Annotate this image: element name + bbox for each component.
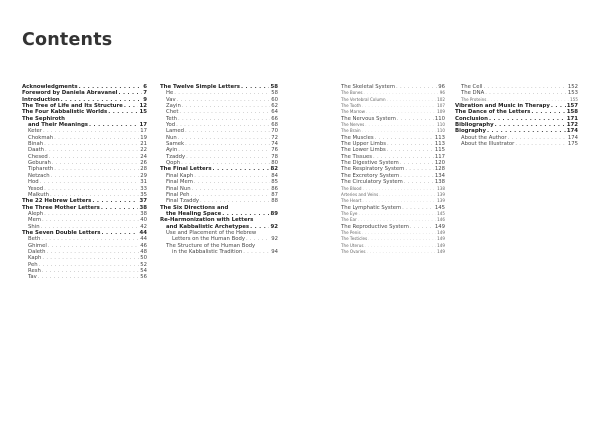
toc-entry-page: 134 bbox=[434, 172, 445, 179]
toc-entry-title: Aleph bbox=[28, 210, 44, 217]
toc-entry-page: 149 bbox=[437, 248, 445, 254]
toc-leader-dots bbox=[38, 274, 140, 280]
toc-entry-page: 149 bbox=[437, 236, 445, 242]
toc-entry-page: 146 bbox=[437, 217, 445, 223]
toc-entry-page: 138 bbox=[437, 185, 445, 191]
toc-entry-title: Daleth bbox=[28, 248, 46, 255]
page-title: Contents bbox=[22, 30, 113, 50]
toc-entry-title: He bbox=[166, 90, 174, 97]
toc-entry-title: Lamed bbox=[166, 128, 184, 135]
toc-entry-page: 35 bbox=[140, 191, 147, 198]
toc-entry-page: 175 bbox=[567, 141, 578, 148]
toc-entry-page: 149 bbox=[437, 242, 445, 248]
toc-entry-page: 66 bbox=[271, 115, 278, 122]
toc-entry-page: 64 bbox=[271, 109, 278, 116]
toc-entry-title: Nun bbox=[166, 134, 177, 141]
toc-entry-title: Shin bbox=[28, 223, 40, 230]
toc-entry-title: Yesod bbox=[28, 185, 44, 192]
toc-entry-title: The Testicles bbox=[341, 236, 368, 242]
toc-entry-page: 17 bbox=[140, 128, 147, 135]
toc-entry-page: 38 bbox=[139, 204, 147, 211]
toc-entry-page: 139 bbox=[437, 191, 445, 197]
toc-entry-title: Samek bbox=[166, 141, 185, 148]
toc-entry-page: 70 bbox=[271, 128, 278, 135]
toc-entry-title: The Tree of Life and Its Structure bbox=[22, 103, 123, 110]
toc-entry-title: The Penis bbox=[341, 229, 361, 235]
toc-entry-title: Vav bbox=[166, 96, 176, 103]
toc-entry-page: 21 bbox=[140, 141, 147, 148]
toc-entry-title: The Uterus bbox=[341, 242, 364, 248]
toc-entry-title: The Ear bbox=[341, 217, 357, 223]
toc-leader-dots bbox=[108, 109, 138, 115]
toc-leader-dots bbox=[367, 249, 437, 255]
toc-entry-title: The Brain bbox=[341, 128, 361, 134]
toc-entry bbox=[455, 141, 578, 147]
toc-entry-page: 19 bbox=[140, 134, 147, 141]
toc-entry-page: 80 bbox=[271, 160, 278, 167]
toc-entry-title: Malkuth bbox=[28, 191, 49, 198]
toc-entry-title: The Marrow bbox=[341, 109, 366, 115]
toc-entry-page: 149 bbox=[434, 223, 445, 230]
toc-entry-page: 110 bbox=[434, 115, 445, 122]
toc-entry-page: 92 bbox=[271, 236, 278, 243]
toc-entry-title: The Upper Limbs bbox=[341, 141, 386, 148]
toc-entry-title: The Heart bbox=[341, 198, 362, 204]
toc-entry-title: The Blood bbox=[341, 185, 362, 191]
toc-entry-page: 7 bbox=[143, 90, 147, 97]
toc-entry-page: 92 bbox=[270, 223, 278, 230]
toc-entry-title: Tiphareth bbox=[28, 166, 54, 173]
toc-entry-title: The Structure of the Human Body bbox=[166, 242, 256, 249]
toc-entry-title: The DNA bbox=[461, 90, 485, 97]
toc-entry-title: The Nerves bbox=[341, 122, 365, 128]
toc-entry-title: Final Nun bbox=[166, 185, 191, 192]
toc-entry-page: 38 bbox=[140, 210, 147, 217]
toc-entry-page: 15 bbox=[139, 109, 147, 116]
toc-entry-page: 155 bbox=[570, 96, 578, 102]
toc-entry-title: Conclusion bbox=[455, 115, 488, 122]
toc-entry-page: 171 bbox=[566, 115, 578, 122]
toc-entry-title: Qoph bbox=[166, 160, 181, 167]
toc-column-1 bbox=[22, 84, 147, 281]
toc-entry-page: 149 bbox=[437, 229, 445, 235]
toc-entry-title: Chet bbox=[166, 109, 179, 116]
toc-entry-page: 42 bbox=[140, 223, 147, 230]
toc-column-2 bbox=[160, 84, 278, 255]
toc-entry-title: Acknowledgments bbox=[22, 84, 78, 90]
toc-entry-title: Ghimel bbox=[28, 242, 47, 249]
toc-entry-title: Chesed bbox=[28, 153, 48, 160]
toc-entry-title: Introduction bbox=[22, 96, 60, 103]
toc-entry-title: The Respiratory System bbox=[341, 166, 405, 173]
toc-entry-page: 17 bbox=[139, 122, 147, 129]
toc-entry-page: 86 bbox=[271, 185, 278, 192]
toc-entry-title: and Kabbalistic Archetypes bbox=[166, 223, 250, 230]
toc-entry-page: 9 bbox=[143, 96, 147, 103]
toc-entry-title: The Reproductive System bbox=[341, 223, 409, 230]
toc-entry-title: Netzach bbox=[28, 172, 50, 179]
toc-entry-page: 145 bbox=[437, 210, 445, 216]
toc-entry-title: The Seven Double Letters bbox=[22, 229, 101, 236]
toc-entry bbox=[160, 249, 278, 255]
toc-entry-page: 84 bbox=[271, 172, 278, 179]
toc-entry-page: 26 bbox=[140, 160, 147, 167]
toc-entry-page: 89 bbox=[270, 210, 278, 217]
toc-entry-page: 62 bbox=[271, 103, 278, 110]
toc-entry-page: 157 bbox=[566, 103, 578, 110]
toc-entry-page: 158 bbox=[566, 109, 578, 116]
toc-entry-title: The Bones bbox=[341, 90, 363, 96]
toc-entry-title: Final Peh bbox=[166, 191, 190, 198]
toc-entry-title: The Tooth bbox=[341, 103, 361, 109]
toc-entry-page: 87 bbox=[271, 191, 278, 198]
toc-column-3 bbox=[335, 84, 445, 255]
toc-entry-page: 115 bbox=[434, 147, 445, 154]
toc-entry-title: Ayin bbox=[166, 147, 178, 154]
toc-entry-page: 72 bbox=[271, 134, 278, 141]
toc-entry-title: Vibration and Music in Therapy bbox=[455, 103, 550, 110]
toc-entry-title: Final Tzaddy bbox=[166, 198, 200, 205]
toc-entry-title: Final Kaph bbox=[166, 172, 194, 179]
toc-entry-page: 113 bbox=[434, 134, 445, 141]
toc-entry-page: 6 bbox=[143, 84, 147, 90]
toc-entry-title: The Excretory System bbox=[341, 172, 400, 179]
toc-entry-page: 102 bbox=[437, 96, 445, 102]
toc-entry-page: 139 bbox=[437, 198, 445, 204]
toc-entry-title: The Ovaries bbox=[341, 248, 366, 254]
toc-entry-page: 120 bbox=[434, 160, 445, 167]
toc-entry-page: 52 bbox=[140, 261, 147, 268]
toc-entry-page: 85 bbox=[271, 179, 278, 186]
toc-entry-title: Yod bbox=[166, 122, 176, 129]
toc-entry-page: 28 bbox=[140, 166, 147, 173]
toc-entry-title: The Circulatory System bbox=[341, 179, 403, 186]
toc-entry-title: The Cell bbox=[461, 84, 483, 90]
toc-entry-page: 24 bbox=[140, 153, 147, 160]
toc-entry-title: The Lymphatic System bbox=[341, 204, 402, 211]
toc-entry-title: The Muscles bbox=[341, 134, 374, 141]
toc-entry-page: 44 bbox=[140, 236, 147, 243]
toc-entry-page: 153 bbox=[567, 90, 578, 97]
toc-entry-title: About the Illustrator bbox=[461, 141, 515, 148]
toc-entry-title: The Dance of the Letters bbox=[455, 109, 531, 116]
toc-entry bbox=[22, 274, 147, 280]
toc-entry-title: and Their Meanings bbox=[28, 122, 89, 129]
toc-entry-title: Chokmah bbox=[28, 134, 54, 141]
toc-entry-title: Tav bbox=[28, 274, 37, 281]
toc-entry-page: 31 bbox=[140, 179, 147, 186]
toc-entry-page: 74 bbox=[271, 141, 278, 148]
toc-entry-title: Hod bbox=[28, 179, 39, 186]
toc-entry-title: The Three Mother Letters bbox=[22, 204, 100, 211]
toc-entry-title: About the Author bbox=[461, 134, 507, 141]
toc-column-4 bbox=[455, 84, 578, 147]
toc-entry-page: 22 bbox=[140, 147, 147, 154]
toc-entry-title: The Final Letters bbox=[160, 166, 212, 173]
toc-entry-title: Keter bbox=[28, 128, 42, 135]
toc-entry-page: 60 bbox=[271, 96, 278, 103]
toc-entry-title: Arteries and Veins bbox=[341, 191, 379, 197]
toc-entry-title: The Nervous System bbox=[341, 115, 396, 122]
toc-entry-page: 48 bbox=[140, 248, 147, 255]
toc-entry-title: Letters on the Human Body bbox=[172, 236, 245, 243]
toc-entry-title: The Six Directions and bbox=[160, 204, 229, 211]
toc-entry-title: The Proteins bbox=[461, 96, 487, 102]
toc-entry-page: 128 bbox=[434, 166, 445, 173]
toc-entry-title: Tzaddy bbox=[166, 153, 186, 160]
toc-entry-page: 110 bbox=[437, 122, 445, 128]
toc-entry-title: The Twelve Simple Letters bbox=[160, 84, 241, 90]
toc-entry-title: Teth bbox=[166, 115, 178, 122]
toc-entry-page: 40 bbox=[140, 217, 147, 224]
toc-entry-page: 110 bbox=[437, 128, 445, 134]
toc-entry-title: Beth bbox=[28, 236, 41, 243]
toc-entry-title: Foreword by Daniela Abravanel bbox=[22, 90, 118, 97]
toc-entry-title: the Healing Space bbox=[166, 210, 222, 217]
toc-entry-page: 82 bbox=[270, 166, 278, 173]
toc-entry-page: 37 bbox=[139, 198, 147, 205]
toc-entry-title: The Lower Limbs bbox=[341, 147, 386, 154]
toc-entry-page: 46 bbox=[140, 242, 147, 249]
toc-entry-title: The Tissues bbox=[341, 153, 372, 160]
toc-entry-page: 174 bbox=[566, 128, 578, 135]
toc-entry-title: The Sephiroth bbox=[22, 115, 65, 122]
toc-entry-title: Bibliography bbox=[455, 122, 494, 129]
toc-entry-title: The Vertebral Column bbox=[341, 96, 386, 102]
toc-entry-page: 152 bbox=[567, 84, 578, 90]
toc-entry bbox=[335, 249, 445, 255]
toc-entry-title: Resh bbox=[28, 267, 41, 274]
toc-entry-title: Daath bbox=[28, 147, 45, 154]
toc-entry-title: Mem bbox=[28, 217, 41, 224]
toc-entry-title: Peh bbox=[28, 261, 38, 268]
toc-entry-page: 94 bbox=[271, 248, 278, 255]
toc-entry-page: 96 bbox=[438, 84, 445, 90]
toc-entry-page: 138 bbox=[434, 179, 445, 186]
toc-entry-page: 76 bbox=[271, 147, 278, 154]
toc-entry-page: 54 bbox=[140, 267, 147, 274]
toc-entry-title: The Digestive System bbox=[341, 160, 399, 167]
toc-entry-title: Geburah bbox=[28, 160, 51, 167]
toc-entry-title: Kaph bbox=[28, 255, 42, 262]
toc-entry-title: Final Mem bbox=[166, 179, 193, 186]
toc-entry-page: 107 bbox=[437, 103, 445, 109]
toc-entry-page: 117 bbox=[434, 153, 445, 160]
toc-entry-page: 145 bbox=[434, 204, 445, 211]
toc-entry-page: 172 bbox=[566, 122, 578, 129]
toc-entry-page: 68 bbox=[271, 122, 278, 129]
toc-entry-title: in the Kabbalistic Tradition bbox=[172, 248, 243, 255]
toc-entry-title: The 22 Hebrew Letters bbox=[22, 198, 92, 205]
toc-entry-title: Biography bbox=[455, 128, 487, 135]
toc-entry-title: Zayin bbox=[166, 103, 181, 110]
toc-entry-page: 29 bbox=[140, 172, 147, 179]
toc-entry-title: Use and Placement of the Hebrew bbox=[166, 229, 257, 236]
toc-entry-page: 174 bbox=[567, 134, 578, 141]
toc-entry-page: 78 bbox=[271, 153, 278, 160]
toc-entry-title: The Four Kabbalistic Worlds bbox=[22, 109, 108, 116]
toc-entry-page: 96 bbox=[439, 90, 445, 96]
toc-entry-page: 50 bbox=[140, 255, 147, 262]
toc-leader-dots bbox=[243, 249, 270, 255]
toc-leader-dots bbox=[515, 141, 567, 147]
toc-entry-page: 113 bbox=[434, 141, 445, 148]
toc-entry-page: 33 bbox=[140, 185, 147, 192]
toc-entry-page: 12 bbox=[139, 103, 147, 110]
toc-entry-title: The Skeletal System bbox=[341, 84, 395, 90]
toc-entry-page: 58 bbox=[271, 90, 278, 97]
toc-entry-title: Binah bbox=[28, 141, 44, 148]
toc-entry-page: 44 bbox=[139, 229, 147, 236]
toc-entry-page: 109 bbox=[437, 109, 445, 115]
toc-entry-page: 56 bbox=[140, 274, 147, 281]
toc-entry-title: Re-Harmonization with Letters bbox=[160, 217, 254, 224]
toc-entry-page: 58 bbox=[270, 84, 278, 90]
toc-entry-page: 88 bbox=[271, 198, 278, 205]
toc-entry-title: The Eye bbox=[341, 210, 358, 216]
